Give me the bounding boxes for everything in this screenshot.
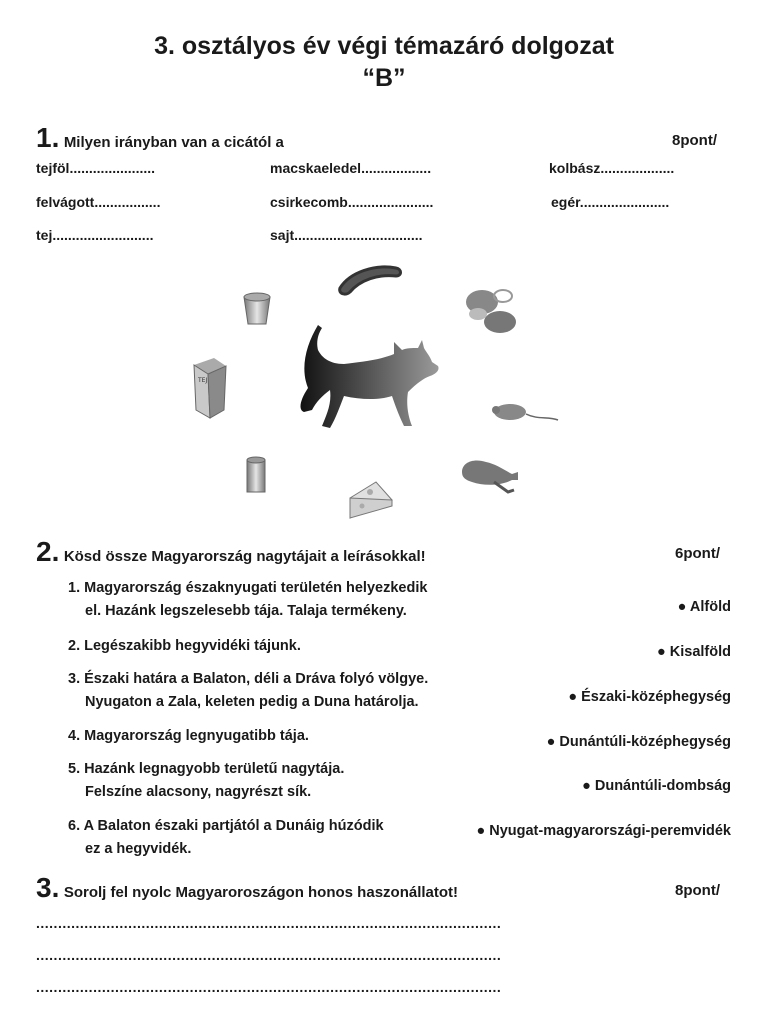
cat-icon [301, 325, 439, 428]
question-number: 2. [36, 536, 60, 567]
description-item-4 [68, 725, 309, 748]
page-title: 3. osztályos év végi témazáró dolgozat [154, 32, 614, 60]
question-number: 3. [36, 872, 60, 903]
description-item-5 [68, 758, 344, 804]
description-line: 4. Magyarország legnyugatibb tája. [68, 728, 309, 744]
description-line: 6. A Balaton északi partjától a Dunáig húzódik [68, 818, 384, 834]
description-line: 5. Hazánk legnagyobb területű nagytája. [68, 761, 345, 777]
description-line: Nyugaton a Zala, keleten pedig a Duna határolja. [85, 694, 419, 710]
description-line: el. Hazánk legszelesebb tája. Talaja termékeny. [85, 603, 407, 619]
answer-line-2[interactable]: .......................................................................................................... [36, 947, 502, 963]
question-text: Milyen irányban van a cicától a [63, 134, 284, 151]
question-text: Kösd össze Magyarország nagytájait a leírásokkal! [63, 548, 426, 565]
answer-blank-tejfol[interactable]: tejföl...................... [36, 160, 156, 176]
description-item-3 [68, 668, 428, 714]
description-line: 3. Északi határa a Balaton, déli a Dráva folyó völgye. [68, 671, 429, 687]
description-item-2 [68, 635, 301, 658]
region-dunantuli-kozephegyseg[interactable]: ● Dunántúli-középhegység [546, 734, 731, 750]
description-line: 2. Legészakibb hegyvidéki tájunk. [68, 638, 301, 654]
answer-blank-felvagott[interactable]: felvágott................. [36, 194, 161, 210]
yogurt-cup-icon [244, 293, 270, 324]
cheese-icon [350, 482, 392, 518]
question-3-header [36, 872, 458, 904]
answer-line-3[interactable]: .......................................................................................................... [36, 979, 502, 995]
points-label: 6pont/ [675, 545, 720, 562]
cat-food-illustration [0, 250, 768, 530]
points-label: 8pont/ [675, 882, 720, 899]
region-dunantuli-dombsag[interactable]: ● Dunántúli-dombság [582, 778, 731, 794]
sausage-icon [340, 267, 401, 294]
region-kisalfold[interactable]: ● Kisalföld [656, 644, 731, 660]
answer-blank-sajt[interactable]: sajt................................. [270, 227, 423, 243]
answer-blank-macskaeledel[interactable]: macskaeledel.................. [270, 160, 432, 176]
question-1-header [36, 122, 284, 154]
description-line: ez a hegyvidék. [85, 841, 192, 857]
answer-blank-kolbasz[interactable]: kolbász................... [549, 160, 675, 176]
salami-icon [466, 290, 516, 333]
answer-blank-eger[interactable]: egér....................... [551, 194, 670, 210]
question-2-header [36, 536, 426, 568]
milk-carton-icon [194, 358, 226, 418]
region-nyugat-magyarorszagi-peremvidek[interactable]: ● Nyugat-magyarországi-peremvidék [476, 823, 731, 839]
description-item-6 [68, 815, 384, 861]
page-subtitle: “B” [362, 64, 406, 92]
description-item-1 [68, 577, 427, 623]
answer-blank-csirkecomb[interactable]: csirkecomb...................... [270, 194, 434, 210]
region-alfold[interactable]: ● Alföld [677, 599, 731, 615]
description-line: Felszíne alacsony, nagyrészt sík. [85, 784, 312, 800]
points-label: 8pont/ [672, 132, 717, 149]
description-line: 1. Magyarország északnyugati területén helyezkedik [68, 580, 428, 596]
region-eszaki-kozephegyseg[interactable]: ● Északi-középhegység [568, 689, 731, 705]
answer-line-1[interactable]: .......................................................................................................... [36, 915, 502, 931]
milk-carton-label: TEJ [198, 377, 208, 384]
question-number: 1. [36, 122, 60, 153]
answer-blank-tej[interactable]: tej.......................... [36, 227, 154, 243]
mouse-icon [492, 404, 558, 420]
chicken-leg-icon [462, 460, 518, 492]
question-text: Sorolj fel nyolc Magyaroroszágon honos haszonállatot! [63, 884, 459, 901]
food-can-icon [247, 457, 265, 492]
